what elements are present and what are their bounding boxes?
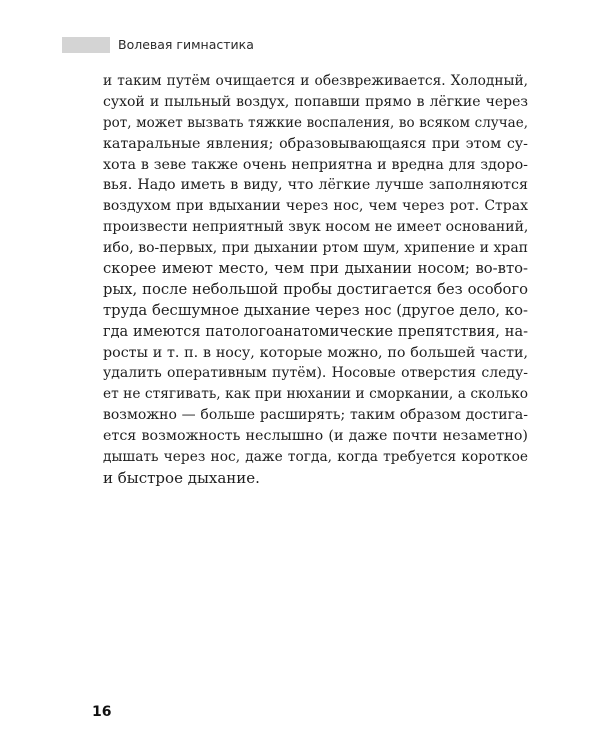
text-line: и таким путём очищается и обезвреживается. Холодный,	[103, 73, 528, 89]
text-line: удалить оперативным путём). Носовые отверстия следу-	[103, 365, 528, 382]
text-line: росты и т. п. в носу, которые можно, по большей части,	[103, 344, 528, 361]
header-decorative-bar	[62, 37, 110, 53]
text-line: рот, может вызвать тяжкие воспаления, во всяком случае,	[103, 114, 528, 131]
text-line: гда имеются патологоанатомические препятствия, на-	[103, 323, 528, 340]
text-line: ется возможность неслышно (и даже почти незаметно)	[103, 428, 528, 445]
text-line: ет не стягивать, как при нюхании и сморкании, а сколько	[103, 386, 528, 403]
running-header-title: Волевая гимнастика	[118, 37, 254, 52]
text-line: сухой и пыльный воздух, попавши прямо в лёгкие через	[103, 93, 528, 110]
text-line: рых, после небольшой пробы достигается без особого	[103, 280, 528, 298]
text-line: скорее имеют место, чем при дыхании носом; во-вто-	[103, 260, 528, 278]
text-line: дышать через нос, даже тогда, когда требуется короткое	[103, 449, 528, 466]
text-line: возможно — больше расширять; таким образом достига-	[103, 407, 528, 424]
page-number: 16	[92, 704, 112, 720]
text-line: хота в зеве также очень неприятна и вредна для здоро-	[103, 156, 528, 173]
text-line: вья. Надо иметь в виду, что лёгкие лучше заполняются	[103, 177, 528, 194]
text-line: воздухом при вдыхании через нос, чем через рот. Страх	[103, 198, 528, 215]
text-line: ибо, во-первых, при дыхании ртом шум, хрипение и храп	[103, 240, 528, 257]
text-line: катаральные явления; образовывающаяся при этом су-	[103, 135, 528, 152]
body-paragraph	[103, 71, 528, 489]
text-line: труда бесшумное дыхание через нос (другое дело, ко-	[103, 301, 528, 319]
text-line-last: и быстрое дыхание.	[103, 468, 260, 487]
text-line: произвести неприятный звук носом не имеет оснований,	[103, 219, 529, 236]
